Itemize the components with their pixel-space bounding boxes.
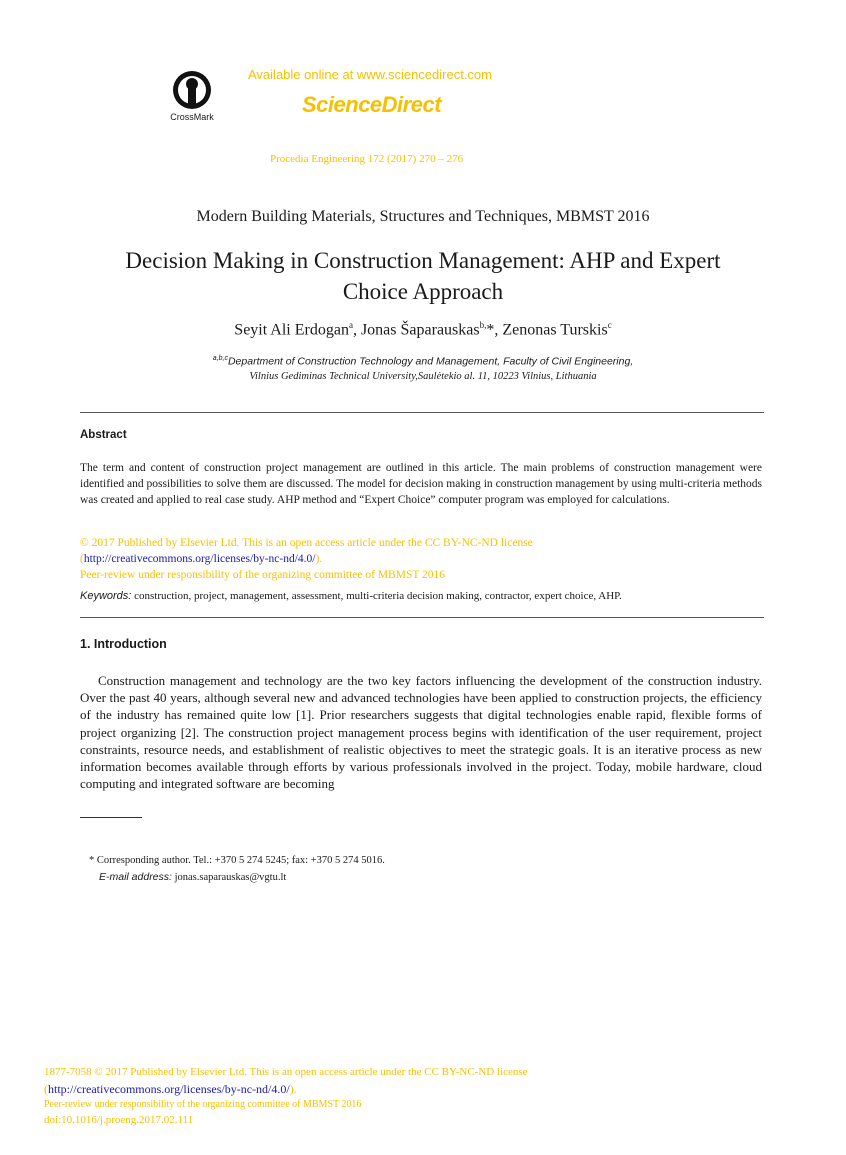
section-heading-introduction: 1. Introduction bbox=[80, 637, 167, 651]
author-affiliation-mark: c bbox=[607, 320, 612, 330]
journal-reference: Procedia Engineering 172 (2017) 270 – 276 bbox=[270, 153, 464, 165]
author-name: Jonas Šaparauskas bbox=[360, 321, 480, 339]
keywords-list: construction, project, management, assessment, multi-criteria decision making, contractor, expert choice, AHP. bbox=[131, 590, 622, 602]
author-separator: *, bbox=[486, 321, 503, 339]
abstract-body: The term and content of construction project management are outlined in this article. The main problems of construction management were identified and possibilities to solve them are discussed. The model for decision making in construction management by using multi-criteria methods was created and applied to real case study. AHP method and “Expert Choice” computer program was employed for calculations. bbox=[80, 462, 762, 506]
introduction-body: Construction management and technology are the two key factors influencing the development of the construction industry. Over the past 40 years, although several new and advanced technologies have been applied to construction projects, the efficiency of the industry has remained quite low [1]. Prior researchers suggests that digital technologies enable rapid, flexible forms of project organizing [2]. The construction project management process begins with identification of the user requirement, project constraints, resource needs, and establishment of realistic objectives to meet the strategic goals. It is an iterative process as new information becomes available through efforts by various professionals involved in the project. Today, mobile hardware, cloud computing and integrated software are becoming bbox=[80, 673, 762, 792]
abstract-heading: Abstract bbox=[80, 429, 127, 441]
license-open-paren: ( bbox=[80, 553, 84, 565]
author-separator: , bbox=[352, 321, 361, 339]
bottom-close-paren: ). bbox=[289, 1082, 297, 1096]
license-statement: © 2017 Published by Elsevier Ltd. This is an open access article under the CC BY-NC-ND license bbox=[80, 537, 533, 549]
license-close-paren: ). bbox=[315, 553, 323, 565]
footnote-divider bbox=[80, 817, 142, 818]
author-list bbox=[0, 320, 846, 339]
available-online-link[interactable]: Available online at www.sciencedirect.com bbox=[248, 67, 492, 82]
keywords-label: Keywords: bbox=[80, 590, 132, 602]
conference-name: Modern Building Materials, Structures and Techniques, MBMST 2016 bbox=[196, 208, 650, 225]
email-note bbox=[99, 871, 286, 883]
doi[interactable]: doi:10.1016/j.proeng.2017.02.111 bbox=[44, 1114, 194, 1126]
license-url-line bbox=[80, 553, 322, 565]
affiliation-line-1 bbox=[0, 355, 846, 368]
divider bbox=[80, 617, 764, 618]
divider bbox=[80, 412, 764, 413]
author-affiliation-mark: a bbox=[348, 320, 353, 330]
title-line-2: Choice Approach bbox=[342, 279, 504, 304]
author-affiliation-mark: b, bbox=[479, 320, 487, 330]
affiliation-department: Department of Construction Technology and Management, Faculty of Civil Engineering, bbox=[227, 355, 634, 368]
issn-license-line: 1877-7058 © 2017 Published by Elsevier Ltd. This is an open access article under the CC BY-NC-ND license bbox=[44, 1066, 528, 1078]
article-title bbox=[80, 245, 766, 307]
title-line-1: Decision Making in Construction Management: AHP and Expert bbox=[125, 248, 721, 273]
affiliation-marks: a,b,c bbox=[212, 355, 228, 362]
peer-review-statement: Peer-review under responsibility of the organizing committee of MBMST 2016 bbox=[80, 569, 446, 581]
email-address[interactable]: jonas.saparauskas@vgtu.lt bbox=[171, 872, 287, 883]
bottom-open-paren: ( bbox=[44, 1082, 48, 1096]
keywords bbox=[80, 590, 622, 602]
affiliation-line-2: Vilnius Gediminas Technical University,Saulėtekio al. 11, 10223 Vilnius, Lithuania bbox=[249, 371, 597, 382]
author-name: Seyit Ali Erdogan bbox=[234, 321, 349, 339]
bottom-license-link[interactable]: http://creativecommons.org/licenses/by-nc-nd/4.0/ bbox=[48, 1082, 290, 1096]
bottom-license-url-line bbox=[44, 1082, 297, 1097]
crossmark-logo[interactable] bbox=[164, 70, 220, 122]
sciencedirect-logo[interactable]: ScienceDirect bbox=[302, 92, 442, 117]
crossmark-label: CrossMark bbox=[170, 112, 214, 122]
license-link[interactable]: http://creativecommons.org/licenses/by-nc-nd/4.0/ bbox=[83, 553, 316, 565]
corresponding-author-note: * Corresponding author. Tel.: +370 5 274 5245; fax: +370 5 274 5016. bbox=[89, 855, 385, 866]
crossmark-icon bbox=[172, 70, 212, 110]
email-label: E-mail address: bbox=[99, 871, 172, 883]
bottom-peer-review: Peer-review under responsibility of the organizing committee of MBMST 2016 bbox=[44, 1099, 362, 1110]
author-name: Zenonas Turskis bbox=[502, 321, 608, 339]
